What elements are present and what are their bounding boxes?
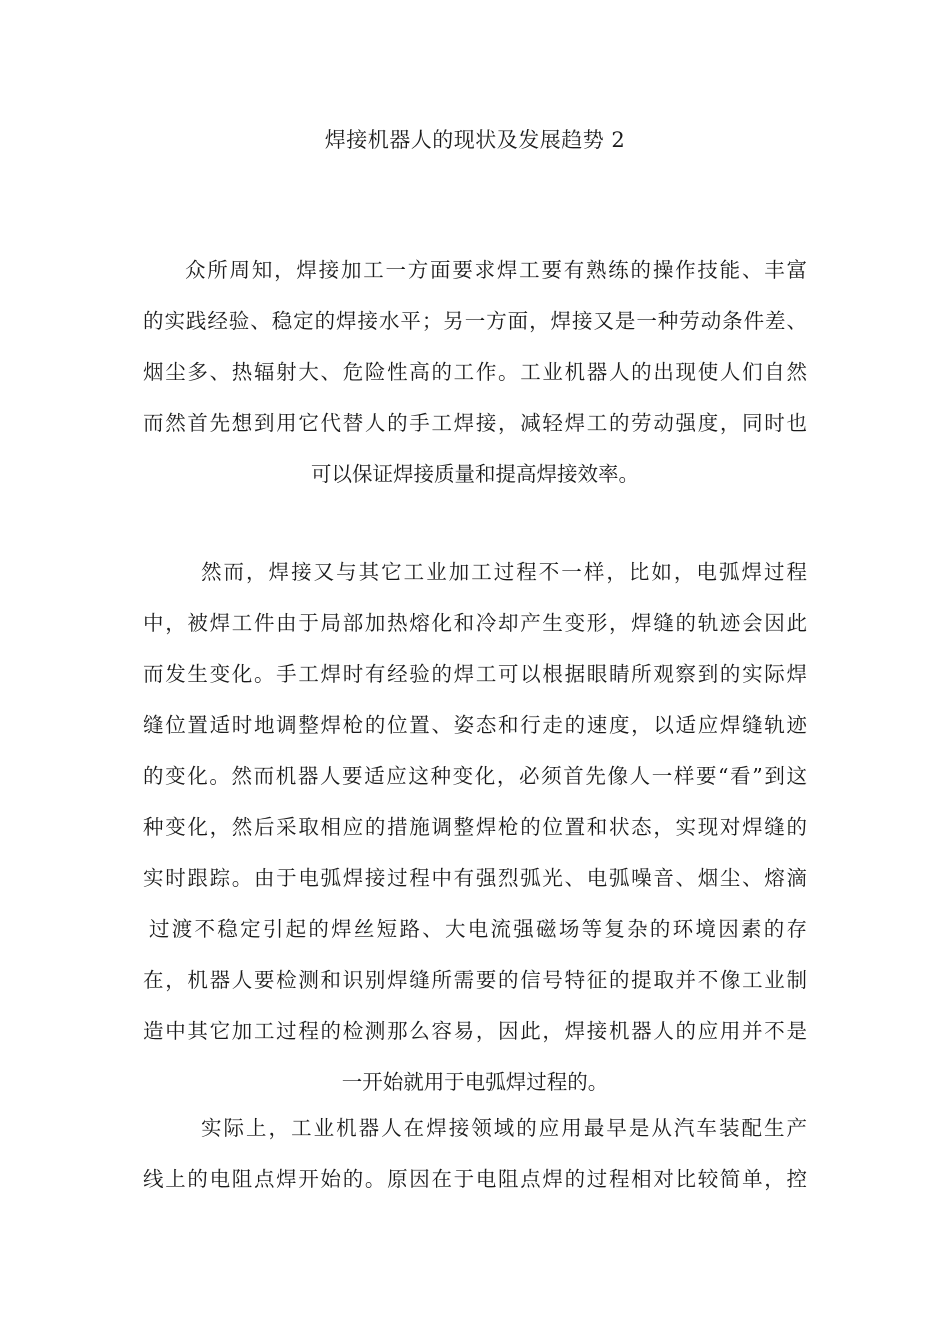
paragraph-3 bbox=[143, 1103, 807, 1205]
paragraph-2 bbox=[143, 547, 807, 1108]
paragraph-line: 烟尘多、热辐射大、危险性高的工作。工业机器人的出现使人们自然 bbox=[143, 360, 807, 384]
paragraph-line: 造中其它加工过程的检测那么容易，因此，焊接机器人的应用并不是 bbox=[143, 1019, 807, 1043]
paragraph-line: 在，机器人要检测和识别焊缝所需要的信号特征的提取并不像工业制 bbox=[143, 968, 807, 992]
paragraph-line: 实际上，工业机器人在焊接领域的应用最早是从汽车装配生产 bbox=[201, 1116, 807, 1140]
paragraph-line: 种变化，然后采取相应的措施调整焊枪的位置和状态，实现对焊缝的 bbox=[143, 815, 807, 839]
paragraph-line: 然而，焊接又与其它工业加工过程不一样，比如，电弧焊过程 bbox=[201, 560, 807, 584]
paragraph-line: 过渡不稳定引起的焊丝短路、大电流强磁场等复杂的环境因素的存 bbox=[149, 917, 807, 941]
paragraph-line: 而发生变化。手工焊时有经验的焊工可以根据眼睛所观察到的实际焊 bbox=[143, 662, 807, 686]
paragraph-line: 一开始就用于电弧焊过程的。 bbox=[341, 1070, 609, 1094]
paragraph-line: 缝位置适时地调整焊枪的位置、姿态和行走的速度，以适应焊缝轨迹 bbox=[143, 713, 807, 737]
paragraph-line: 中，被焊工件由于局部加热熔化和冷却产生变形，焊缝的轨迹会因此 bbox=[143, 611, 807, 635]
paragraph-line: 的变化。然而机器人要适应这种变化，必须首先像人一样要“看”到这 bbox=[143, 764, 807, 788]
paragraph-line: 线上的电阻点焊开始的。原因在于电阻点焊的过程相对比较简单，控 bbox=[143, 1167, 807, 1191]
paragraph-line: 可以保证焊接质量和提高焊接效率。 bbox=[311, 462, 639, 486]
paragraph-line: 的实践经验、稳定的焊接水平；另一方面，焊接又是一种劳动条件差、 bbox=[143, 309, 807, 333]
paragraph-line: 实时跟踪。由于电弧焊接过程中有强烈弧光、电弧噪音、烟尘、熔滴 bbox=[143, 866, 807, 890]
document-title: 焊接机器人的现状及发展趋势 2 bbox=[324, 128, 626, 152]
paragraph-line: 而然首先想到用它代替人的手工焊接，减轻焊工的劳动强度，同时也 bbox=[143, 411, 807, 435]
paragraph-line: 众所周知，焊接加工一方面要求焊工要有熟练的操作技能、丰富 bbox=[185, 258, 807, 282]
paragraph-1 bbox=[143, 245, 807, 500]
